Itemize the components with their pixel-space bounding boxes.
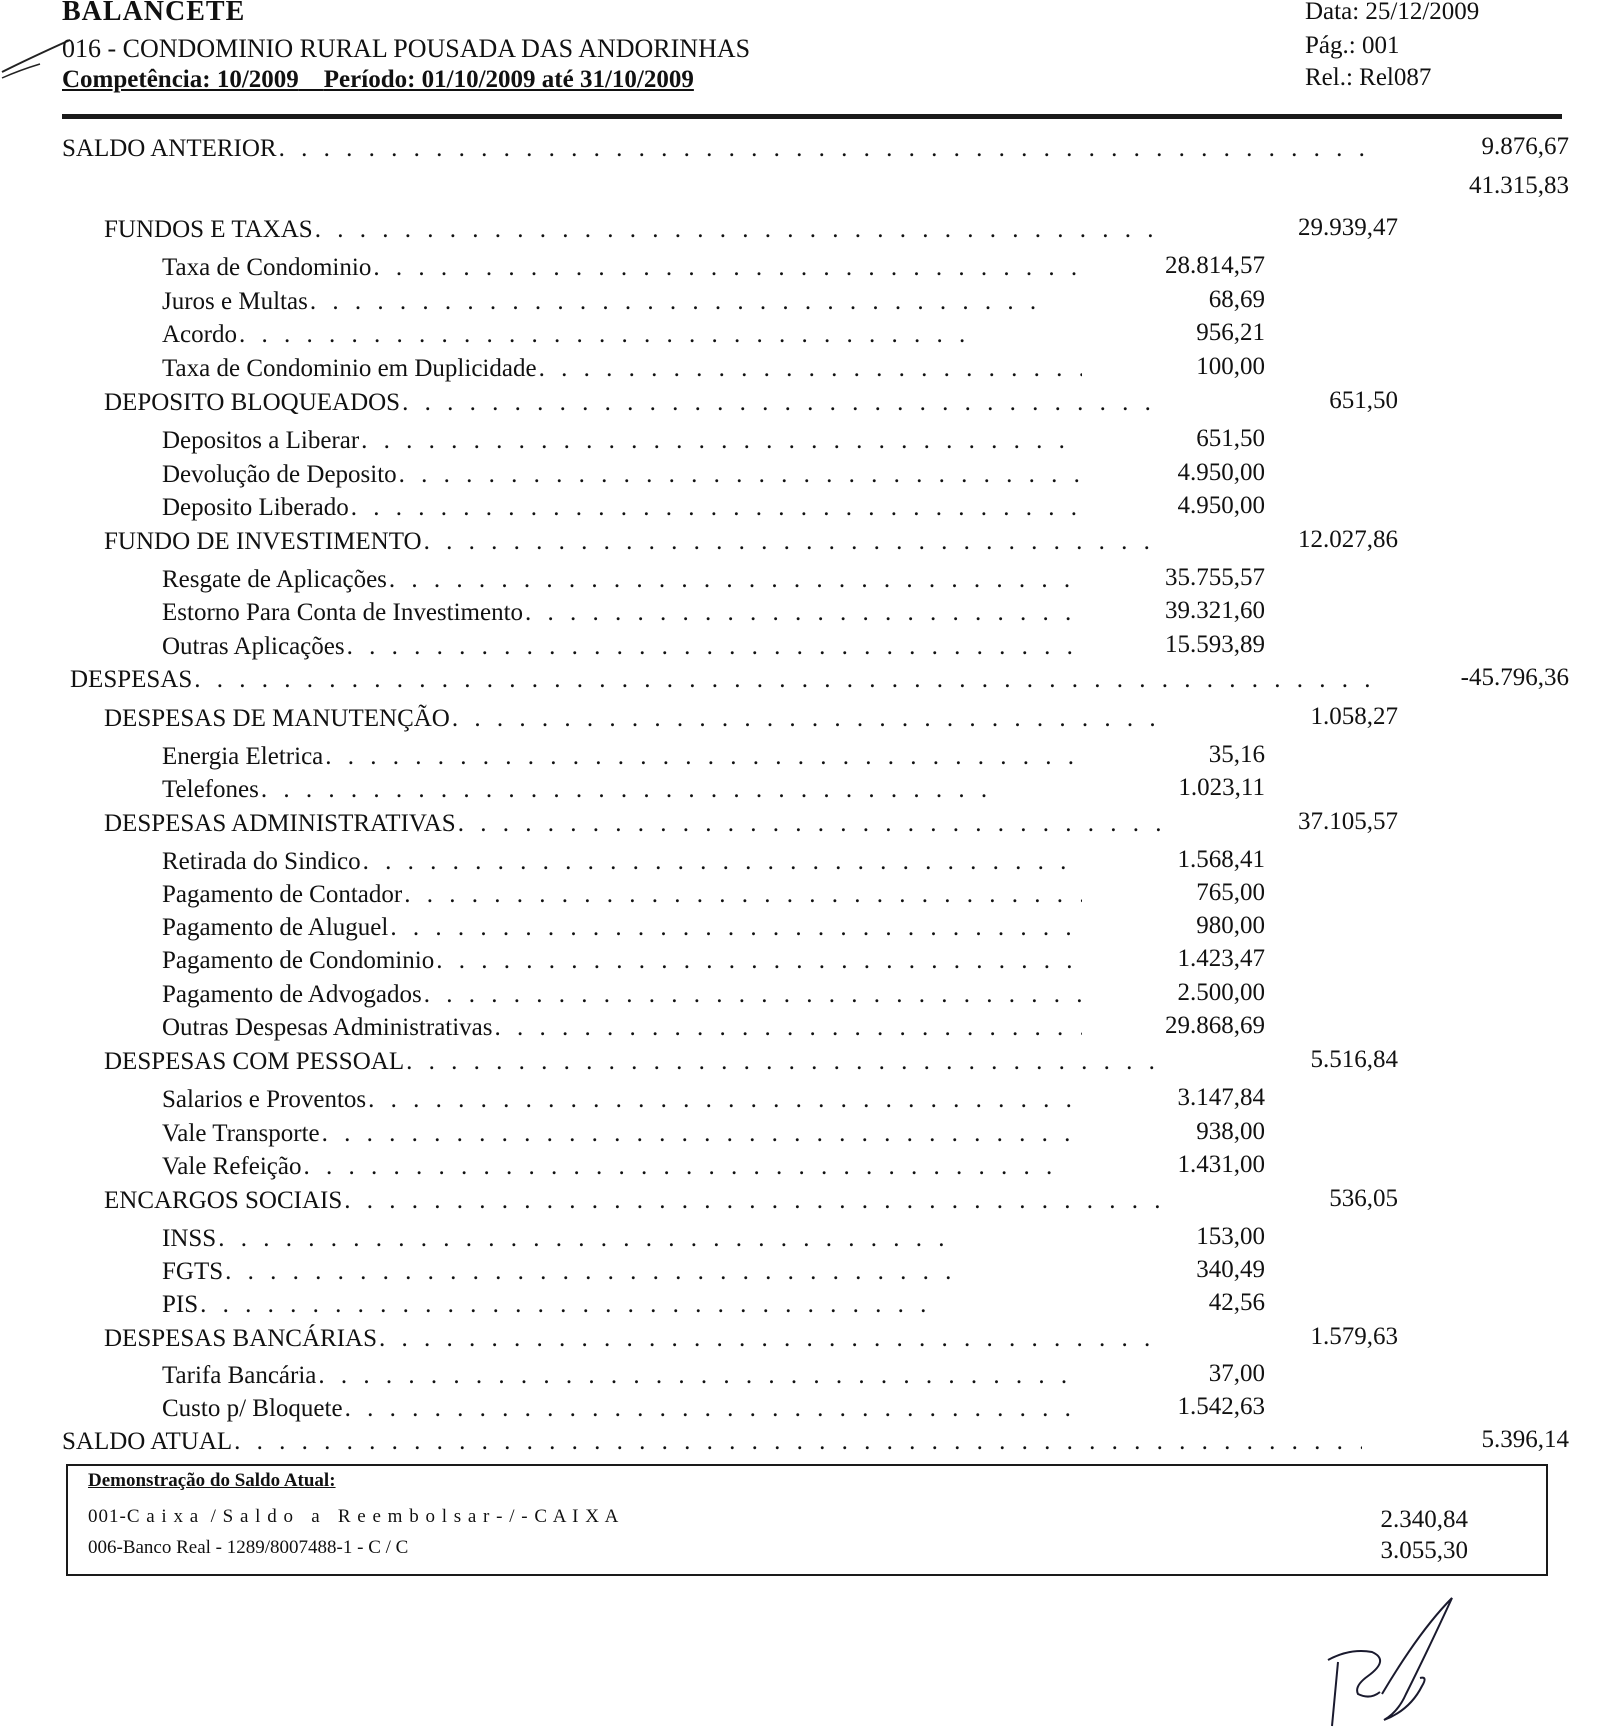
report-title: BALANCETE [62,0,246,27]
group-total: 1.579,63 [1310,1323,1398,1350]
item-label: Taxa de Condominio em Duplicidade [162,355,537,382]
dot-leader [351,492,1082,524]
page-number: Pág.: 001 [1305,32,1400,59]
item-label: Custo p/ Bloquete [162,1395,343,1422]
item-label: Juros e Multas [162,288,308,315]
item-label: Outras Despesas Administrativas [162,1014,493,1041]
item-label: Depositos a Liberar [162,427,360,454]
group-row [104,1046,1164,1078]
item-value: 35.755,57 [1165,564,1265,591]
item-row [162,631,1082,663]
saldo-atual-label: SALDO ATUAL [62,1428,233,1455]
dot-leader [363,846,1082,878]
item-value: 39.321,60 [1165,597,1265,624]
item-label: Outras Aplicações [162,633,345,660]
item-value: 1.568,41 [1177,846,1265,873]
item-row [162,1223,952,1255]
item-value: 1.542,63 [1177,1393,1265,1420]
item-row [162,319,982,351]
group-total: 651,50 [1329,387,1398,414]
dot-leader [225,1256,952,1288]
report-date: Data: 25/12/2009 [1305,0,1480,25]
item-row [162,1151,1052,1183]
despesas-label: DESPESAS [70,666,193,693]
group-row [104,214,1154,246]
report-id: Rel.: Rel087 [1305,64,1432,91]
dot-leader [399,459,1082,491]
item-value: 4.950,00 [1177,492,1265,519]
demonstracao-value: 3.055,30 [1380,1537,1468,1564]
dot-leader [389,564,1082,596]
dot-leader [539,353,1082,385]
item-row [162,774,1002,806]
item-value: 2.500,00 [1177,979,1265,1006]
demonstracao-title: Demonstração do Saldo Atual: [88,1470,336,1491]
group-label: ENCARGOS SOCIAIS [104,1187,343,1214]
item-value: 651,50 [1196,425,1265,452]
dot-leader [390,912,1082,944]
item-row [162,846,1082,878]
item-row [162,1256,952,1288]
dot-leader [406,1046,1164,1078]
item-value: 3.147,84 [1177,1084,1265,1111]
saldo-atual-row [62,1426,1362,1458]
item-label: Tarifa Bancária [162,1362,317,1389]
dot-leader [344,1185,1164,1217]
item-value: 68,69 [1208,286,1265,313]
dot-leader [304,1151,1052,1183]
dot-leader [347,631,1082,663]
item-row [162,353,1082,385]
dot-leader [436,945,1082,977]
item-label: Deposito Liberado [162,494,349,521]
item-value: 37,00 [1208,1360,1265,1387]
item-value: 29.868,69 [1165,1012,1265,1039]
dot-leader [194,664,1376,696]
item-label: Acordo [162,321,237,348]
saldo-anterior-value: 9.876,67 [1481,133,1569,160]
item-label: Energia Eletrica [162,743,324,770]
item-label: Devolução de Deposito [162,461,397,488]
group-label: FUNDO DE INVESTIMENTO [104,528,422,555]
item-value: 15.593,89 [1165,631,1265,658]
dot-leader [315,214,1154,246]
item-value: 1.423,47 [1177,945,1265,972]
item-row [162,741,1082,773]
group-label: DESPESAS COM PESSOAL [104,1048,405,1075]
group-total: 37.105,57 [1298,808,1398,835]
item-label: Salarios e Proventos [162,1086,367,1113]
item-row [162,492,1082,524]
dot-leader [424,526,1164,558]
item-value: 938,00 [1196,1118,1265,1145]
dot-leader [458,808,1164,840]
item-row [162,1084,1082,1116]
saldo-anterior-label: SALDO ANTERIOR [62,135,277,162]
item-label: PIS [162,1291,199,1318]
despesas-value: -45.796,36 [1460,664,1569,691]
group-row [104,703,1164,735]
item-value: 153,00 [1196,1223,1265,1250]
dot-leader [424,979,1082,1011]
item-value: 765,00 [1196,879,1265,906]
demonstracao-line: 001-C a i x a / S a l d o a R e e m b o l s a r - / - C A I X A [88,1506,620,1527]
group-label: DESPESAS DE MANUTENÇÃO [104,705,450,732]
dot-leader [310,286,1052,318]
item-value: 1.431,00 [1177,1151,1265,1178]
item-row [162,252,1082,284]
dot-leader [325,741,1082,773]
dot-leader [361,425,1082,457]
item-label: Pagamento de Advogados [162,981,422,1008]
item-value: 28.814,57 [1165,252,1265,279]
item-label: Resgate de Aplicações [162,566,387,593]
item-value: 1.023,11 [1178,774,1265,801]
dot-leader [495,1012,1082,1044]
competencia: Competência: 10/2009 [62,66,299,93]
item-label: Pagamento de Contador [162,881,403,908]
group-total: 1.058,27 [1310,703,1398,730]
item-row [162,1012,1082,1044]
item-row [162,286,1052,318]
dot-leader [345,1393,1082,1425]
item-row [162,425,1082,457]
item-value: 35,16 [1208,741,1265,768]
item-row [162,1360,1072,1392]
demonstracao-line: 006-Banco Real - 1289/8007488-1 - C / C [88,1537,409,1558]
item-row [162,564,1082,596]
group-row [104,808,1164,840]
group-label: FUNDOS E TAXAS [104,216,313,243]
saldo-anterior-row [62,133,1368,165]
group-row [104,387,1164,419]
item-label: Retirada do Sindico [162,848,361,875]
item-row [162,459,1082,491]
item-row [162,597,1082,629]
item-label: Pagamento de Condominio [162,947,435,974]
item-label: Telefones [162,776,259,803]
dot-leader [322,1118,1082,1150]
dot-leader [525,597,1082,629]
signature-icon [1310,1590,1460,1728]
dot-leader [404,879,1082,911]
item-label: Taxa de Condominio [162,254,372,281]
item-row [162,979,1082,1011]
group-label: DEPOSITO BLOQUEADOS [104,389,401,416]
dot-leader [234,1426,1362,1458]
dot-leader [239,319,982,351]
item-label: Vale Transporte [162,1120,320,1147]
group-total: 536,05 [1329,1185,1398,1212]
item-value: 340,49 [1196,1256,1265,1283]
group-row [104,1185,1164,1217]
demonstracao-value: 2.340,84 [1380,1506,1468,1533]
company-name: 016 - CONDOMINIO RURAL POUSADA DAS ANDORINHAS [62,34,751,63]
item-label: Vale Refeição [162,1153,302,1180]
item-value: 4.950,00 [1177,459,1265,486]
header-divider [62,114,1562,119]
dot-leader [452,703,1164,735]
despesas-row [70,664,1376,696]
item-label: Estorno Para Conta de Investimento [162,599,524,626]
item-row [162,1393,1082,1425]
receitas-total-value: 41.315,83 [1469,172,1569,199]
item-value: 956,21 [1196,319,1265,346]
periodo: Período: 01/10/2009 até 31/10/2009 [323,66,694,93]
group-total: 12.027,86 [1298,526,1398,553]
dot-leader [218,1223,952,1255]
item-row [162,1118,1082,1150]
item-value: 42,56 [1208,1289,1265,1316]
item-label: Pagamento de Aluguel [162,914,389,941]
competencia-periodo [62,66,694,94]
item-value: 100,00 [1196,353,1265,380]
item-label: FGTS [162,1258,224,1285]
item-row [162,912,1082,944]
group-total: 5.516,84 [1310,1046,1398,1073]
item-row [162,945,1082,977]
dot-leader [261,774,1002,806]
dot-leader [200,1289,932,1321]
dot-leader [379,1323,1164,1355]
dot-leader [279,133,1368,165]
saldo-atual-value: 5.396,14 [1481,1426,1569,1453]
dot-leader [373,252,1082,284]
item-label: INSS [162,1225,217,1252]
dot-leader [318,1360,1072,1392]
group-total: 29.939,47 [1298,214,1398,241]
group-row [104,1323,1164,1355]
item-value: 980,00 [1196,912,1265,939]
group-label: DESPESAS ADMINISTRATIVAS [104,810,456,837]
group-label: DESPESAS BANCÁRIAS [104,1325,377,1352]
group-row [104,526,1164,558]
item-row [162,1289,932,1321]
item-row [162,879,1082,911]
dot-leader [368,1084,1082,1116]
dot-leader [402,387,1164,419]
